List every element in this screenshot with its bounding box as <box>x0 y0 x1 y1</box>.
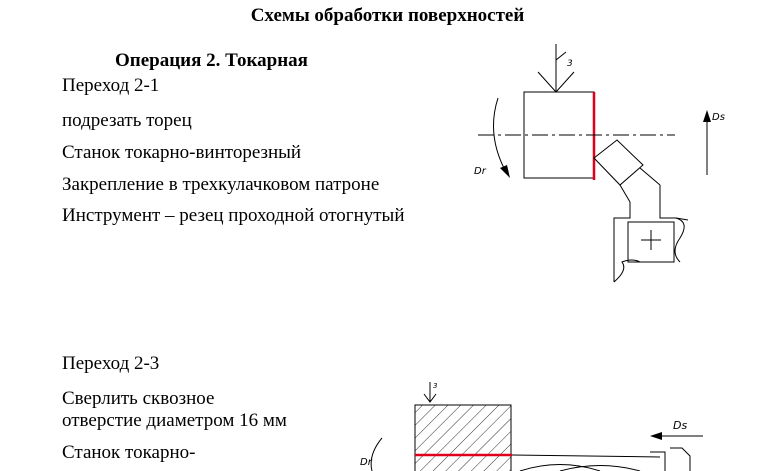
step2-line-1: Сверлить сквозное <box>62 388 215 409</box>
step2-title: Переход 2-3 <box>62 353 160 374</box>
page-title: Схемы обработки поверхностей <box>250 5 525 26</box>
feed-label-2: Ds <box>673 419 688 432</box>
feed-arrowhead-2 <box>650 432 662 440</box>
step1-line-3: Закрепление в трехкулачковом патроне <box>62 174 380 195</box>
rotation-label-1: Dr <box>474 166 486 177</box>
rotation-arc-2 <box>371 438 382 471</box>
step1-line-2: Станок токарно-винторезный <box>62 142 302 163</box>
surface-label-2: 3 <box>433 382 438 390</box>
step1-title: Переход 2-1 <box>62 75 160 96</box>
step1-line-4: Инструмент – резец проходной отогнутый <box>62 205 405 226</box>
step1-line-1: подрезать торец <box>62 110 192 131</box>
operation-title: Операция 2. Токарная <box>115 50 308 71</box>
rotation-label-2: Dr <box>360 457 372 468</box>
workpiece-2-section <box>415 405 511 455</box>
step2-line-3: Станок токарно- <box>62 442 196 463</box>
step2-line-2: отверстие диаметром 16 мм <box>62 410 287 431</box>
drill-2 <box>512 448 690 471</box>
feed-label-1: Ds <box>712 112 725 123</box>
workpiece-2-bore <box>415 455 511 471</box>
surface-label-1: 3 <box>567 59 573 69</box>
